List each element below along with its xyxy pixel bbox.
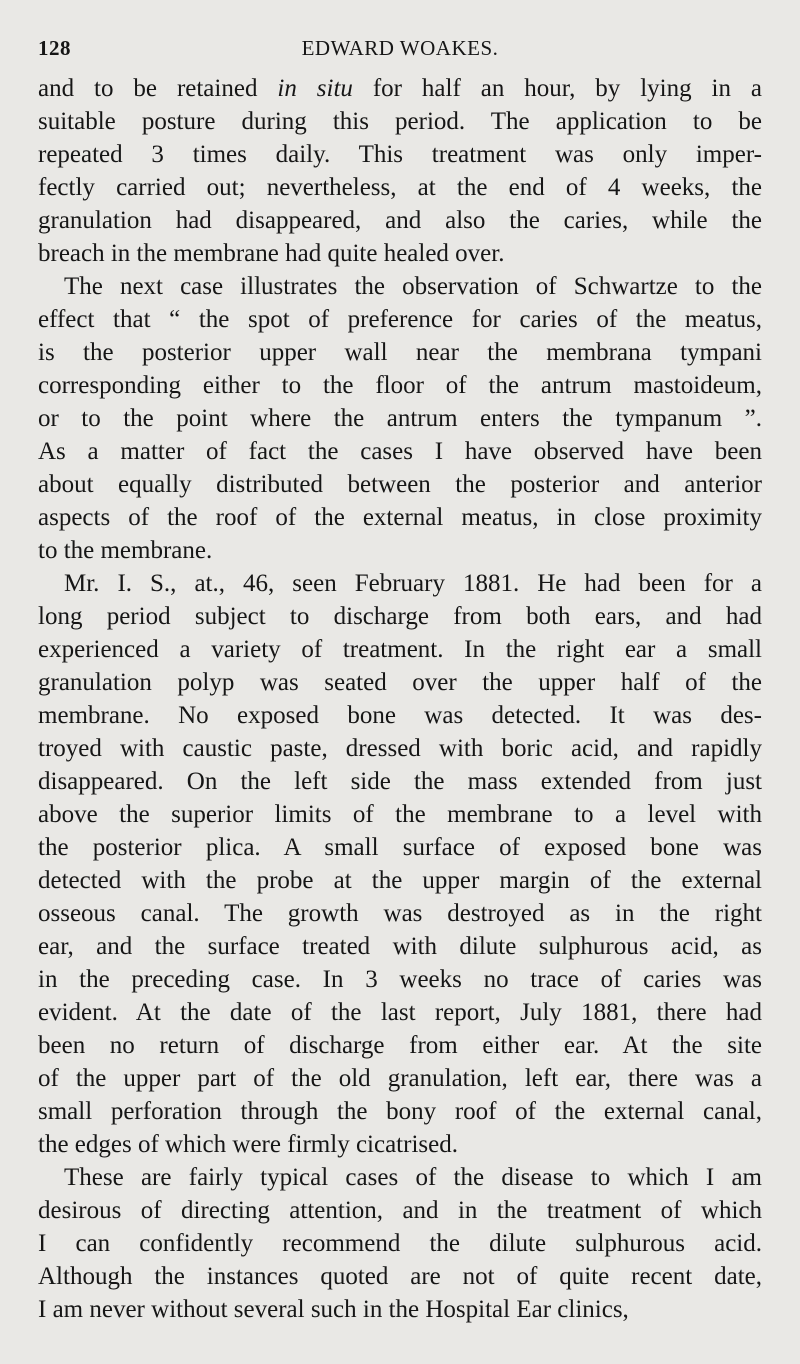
body-text bbox=[38, 72, 762, 1326]
text-line: These are fairly typical cases of the disease to which I am bbox=[64, 1164, 762, 1191]
paragraph bbox=[38, 1161, 762, 1326]
text-line: I am never without several such in the Hospital Ear clinics, bbox=[38, 1296, 629, 1323]
text-line: breach in the membrane had quite healed over. bbox=[38, 240, 505, 267]
paragraph bbox=[38, 72, 762, 270]
text-line: the posterior plica. A small surface of exposed bone was bbox=[38, 834, 762, 861]
paragraph bbox=[38, 270, 762, 567]
text-line: experienced a variety of treatment. In the right ear a small bbox=[38, 636, 762, 663]
text-line: been no return of discharge from either ear. At the site bbox=[38, 1032, 762, 1059]
text-line: troyed with caustic paste, dressed with boric acid, and rapidly bbox=[38, 735, 762, 762]
text-line: Although the instances quoted are not of quite recent date, bbox=[38, 1263, 762, 1290]
text-line: corresponding either to the floor of the antrum mastoideum, bbox=[38, 372, 762, 399]
text-line: The next case illustrates the observation of Schwartze to the bbox=[64, 273, 762, 300]
text-line: suitable posture during this period. The application to be bbox=[38, 108, 762, 135]
text-line: granulation had disappeared, and also the caries, while the bbox=[38, 207, 762, 234]
text-line: small perforation through the bony roof of the external canal, bbox=[38, 1098, 762, 1125]
text-line: above the superior limits of the membrane to a level with bbox=[38, 801, 762, 828]
text-line: As a matter of fact the cases I have observed have been bbox=[38, 438, 762, 465]
text-line: to the membrane. bbox=[38, 537, 213, 564]
running-head-title: EDWARD WOAKES. bbox=[301, 36, 499, 60]
text-line: detected with the probe at the upper margin of the external bbox=[38, 867, 762, 894]
text-line: granulation polyp was seated over the upper half of the bbox=[38, 669, 762, 696]
text-line: aspects of the roof of the external meatus, in close proximity bbox=[38, 504, 762, 531]
text-line: ear, and the surface treated with dilute sulphurous acid, as bbox=[38, 933, 762, 960]
text-line: effect that “ the spot of preference for caries of the meatus, bbox=[38, 306, 762, 333]
text-line: about equally distributed between the posterior and anterior bbox=[38, 471, 762, 498]
text-line: or to the point where the antrum enters the tympanum ”. bbox=[38, 405, 762, 432]
text-line: is the posterior upper wall near the membrana tympani bbox=[38, 339, 762, 366]
text-line: Mr. I. S., at., 46, seen February 1881. He had been for a bbox=[64, 570, 762, 597]
text-line: membrane. No exposed bone was detected. It was des- bbox=[38, 702, 762, 729]
text-line: I can confidently recommend the dilute sulphurous acid. bbox=[38, 1230, 762, 1257]
page-number: 128 bbox=[38, 36, 71, 60]
text-line: repeated 3 times daily. This treatment was only imper- bbox=[38, 141, 762, 168]
text-line: the edges of which were firmly cicatrised. bbox=[38, 1131, 458, 1158]
running-head bbox=[38, 36, 762, 66]
text-line: osseous canal. The growth was destroyed as in the right bbox=[38, 900, 762, 927]
text-line: long period subject to discharge from both ears, and had bbox=[38, 603, 762, 630]
paragraph bbox=[38, 567, 762, 1161]
text-line: desirous of directing attention, and in the treatment of which bbox=[38, 1197, 762, 1224]
text-line: in the preceding case. In 3 weeks no trace of caries was bbox=[38, 966, 762, 993]
text-line: evident. At the date of the last report, July 1881, there had bbox=[38, 999, 762, 1026]
text-line: fectly carried out; nevertheless, at the end of 4 weeks, the bbox=[38, 174, 762, 201]
text-line: and to be retained in situ for half an hour, by lying in a bbox=[38, 75, 762, 102]
text-line: of the upper part of the old granulation, left ear, there was a bbox=[38, 1065, 762, 1092]
text-line: disappeared. On the left side the mass extended from just bbox=[38, 768, 762, 795]
